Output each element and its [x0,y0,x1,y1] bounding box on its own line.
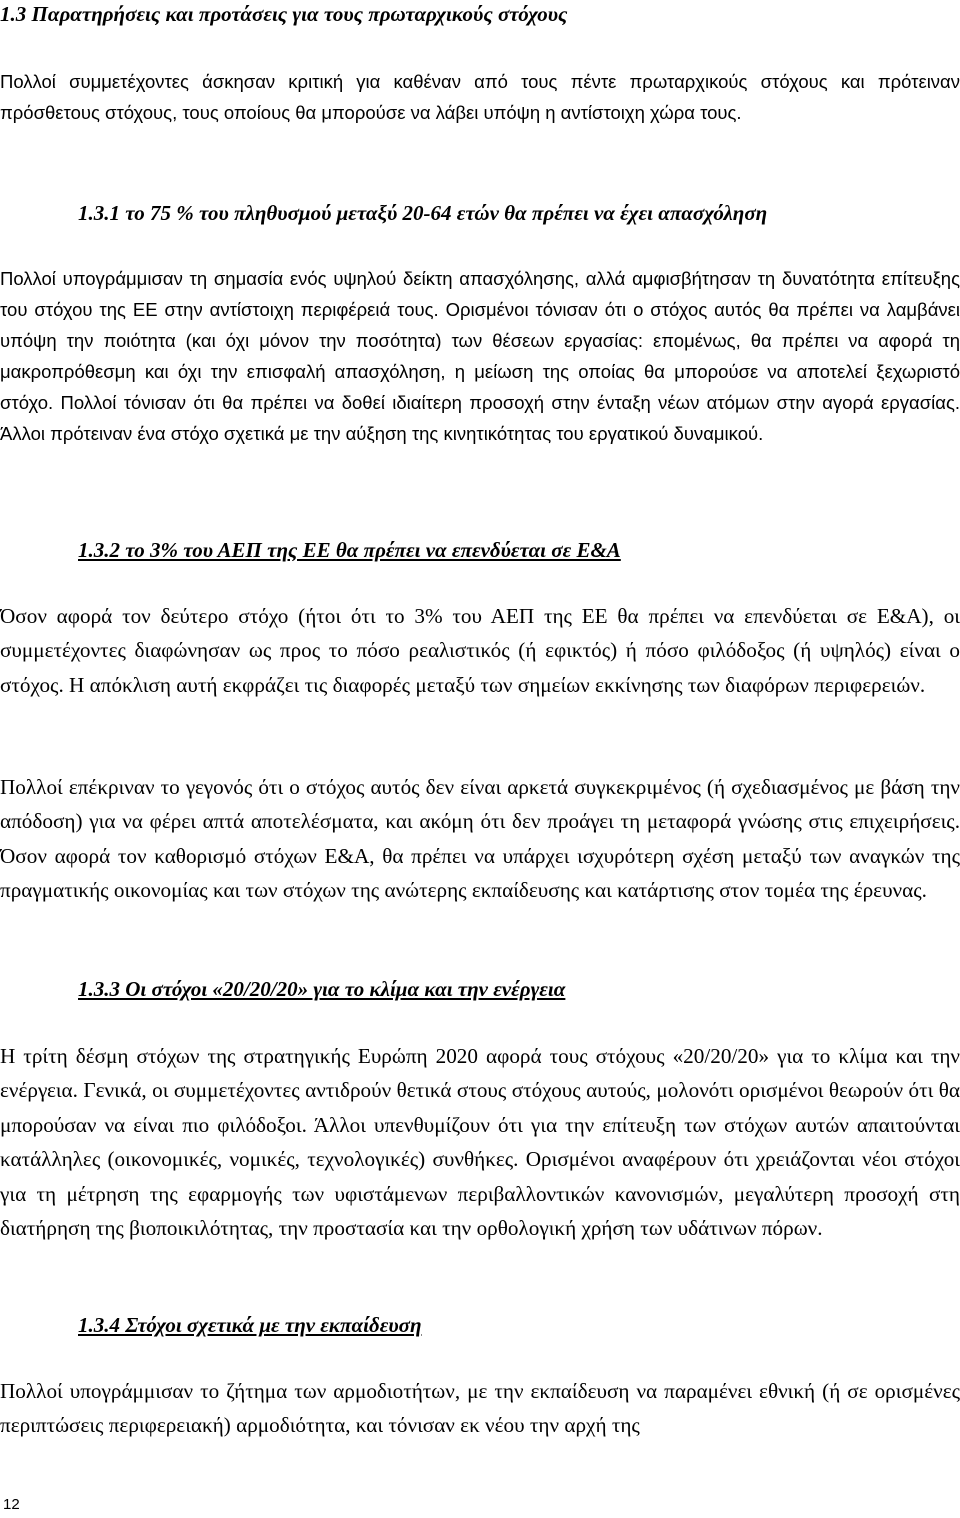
section-intro-paragraph: Πολλοί συμμετέχοντες άσκησαν κριτική για καθέναν από τους πέντε πρωταρχικούς στόχους και πρότειναν πρόσθετους στόχους, τους οποίους θα μπορούσε να λάβει υπόψη η αντίστοιχη χώρα τους. [0,71,960,124]
subsection-1-3-3-paragraph: Η τρίτη δέσμη στόχων της στρατηγικής Ευρώπη 2020 αφορά τους στόχους «20/20/20» για το κλίμα και την ενέργεια. Γενικά, οι συμμετέχοντες αντιδρούν θετικά στους στόχους αυτούς, μολονότι ορισμένοι θεωρούν ότι θα μπορούσαν να είναι πιο φιλόδοξοι. Άλλοι υπενθυμίζουν ότι για την επίτευξη των στόχων αυτών απαιτούνται κατάλληλες (οικονομικές, νομικές, τεχνολογικές) συνθήκες. Ορισμένοι αναφέρουν ότι χρειάζονται νέοι στόχοι για τη μέτρηση της εφαρμογής των υφιστάμενων περιβαλλοντικών κανονισμών, μεγαλύτερη προσοχή στη διατήρηση της βιοποικιλότητας, την προστασία και την ορθολογική χρήση των υδάτινων πόρων. [0,1044,960,1241]
subsection-1-3-2-paragraph-2: Πολλοί επέκριναν το γεγονός ότι ο στόχος αυτός δεν είναι αρκετά συγκεκριμένος (ή σχεδιασμένος με βάση την απόδοση) για να φέρει απτά αποτελέσματα, και ακόμη ότι δεν προάγει τη μεταφορά γνώσης στις επιχειρήσεις. Όσον αφορά τον καθορισμό στόχων Ε&Α, θα πρέπει να υπάρχει ισχυρότερη σχέση μεταξύ των αναγκών της πραγματικής οικονομίας και των στόχων της ανώτερης εκπαίδευσης και κατάρτισης στον τομέα της έρευνας. [0,775,960,903]
subsection-1-3-1-paragraph: Πολλοί υπογράμμισαν τη σημασία ενός υψηλού δείκτη απασχόλησης, αλλά αμφισβήτησαν τη δυνατότητα επίτευξης του στόχου της ΕΕ στην αντίστοιχη περιφέρειά τους. Ορισμένοι τόνισαν ότι ο στόχος αυτός θα πρέπει να λαμβάνει υπόψη την ποιότητα (και όχι μόνον την ποσότητα) των θέσεων εργασίας: επομένως, θα πρέπει να αφορά τη μακροπρόθεσμη και όχι την επισφαλή απασχόληση, η μείωση της οποίας θα μπορούσε να αποτελεί ξεχωριστό στόχο. Πολλοί τόνισαν ότι θα πρέπει να δοθεί ιδιαίτερη προσοχή στην ένταξη νέων ατόμων στην αγορά εργασίας. Άλλοι πρότειναν ένα στόχο σχετικά με την αύξηση της κινητικότητας του εργατικού δυναμικού. [0,268,960,445]
subsection-heading-1-3-3: 1.3.3 Οι στόχοι «20/20/20» για το κλίμα και την ενέργεια [78,977,566,1001]
subsection-1-3-2-paragraph-1: Όσον αφορά τον δεύτερο στόχο (ήτοι ότι το 3% του ΑΕΠ της ΕΕ θα πρέπει να επενδύεται σε Ε&Α), οι συμμετέχοντες διαφώνησαν ως προς το πόσο ρεαλιστικός (ή εφικτός) ή πόσο φιλόδοξος (ή υψηλός) είναι ο στόχος. Η απόκλιση αυτή εκφράζει τις διαφορές μεταξύ των σημείων εκκίνησης των διαφόρων περιφερειών. [0,604,960,697]
subsection-1-3-4-paragraph: Πολλοί υπογράμμισαν το ζήτημα των αρμοδιοτήτων, με την εκπαίδευση να παραμένει εθνική (ή σε ορισμένες περιπτώσεις περιφερειακή) αρμοδιότητα, και τόνισαν εκ νέου την αρχή της [0,1379,960,1438]
subsection-heading-1-3-4: 1.3.4 Στόχοι σχετικά με την εκπαίδευση [78,1313,422,1337]
subsection-heading-1-3-1: 1.3.1 το 75 % του πληθυσμού μεταξύ 20-64 ετών θα πρέπει να έχει απασχόληση [78,201,768,225]
section-title: 1.3 Παρατηρήσεις και προτάσεις για τους πρωταρχικούς στόχους [0,2,568,26]
subsection-heading-1-3-2: 1.3.2 το 3% του ΑΕΠ της ΕΕ θα πρέπει να επενδύεται σε Ε&Α [78,538,621,562]
page-number: 12 [3,1496,20,1513]
